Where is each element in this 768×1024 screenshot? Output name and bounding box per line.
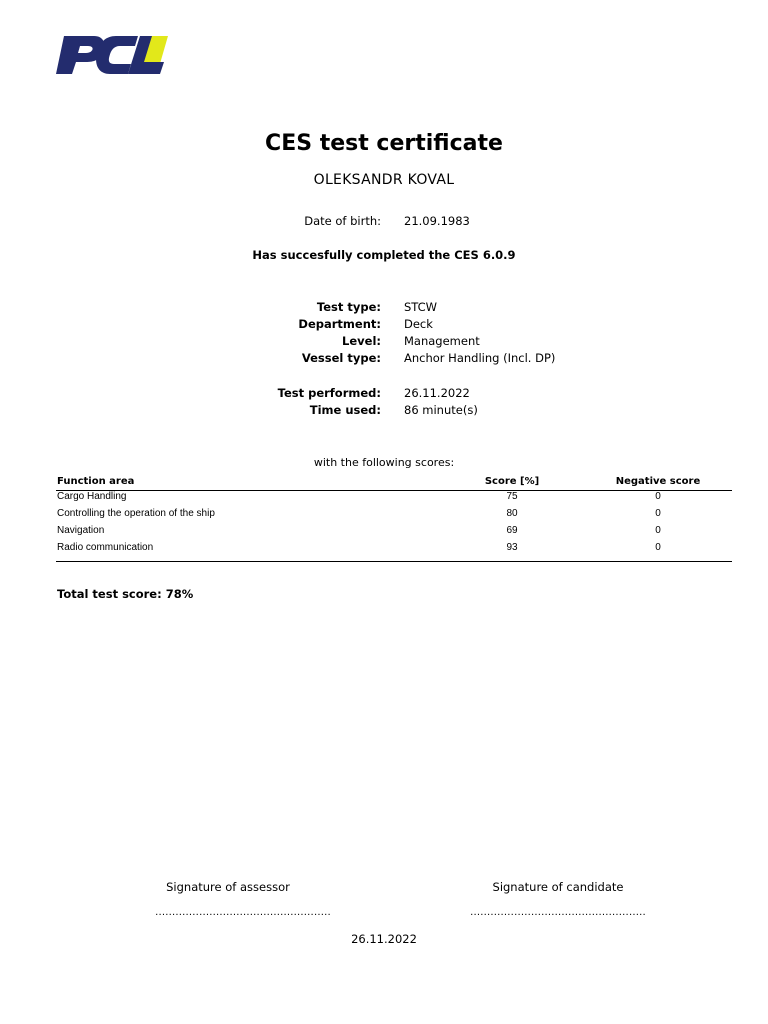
row-score: 69 xyxy=(506,525,518,536)
table-row xyxy=(56,525,732,542)
row-area: Cargo Handling xyxy=(57,491,127,502)
dob-label: Date of birth: xyxy=(304,214,381,228)
completed-statement: Has succesfully completed the CES 6.0.9 xyxy=(252,248,516,262)
row-score: 80 xyxy=(506,508,518,519)
signature-candidate-line: .................................................... xyxy=(470,907,646,918)
row-negative: 0 xyxy=(655,525,661,536)
row-negative: 0 xyxy=(655,542,661,553)
level-value: Management xyxy=(404,334,480,348)
vessel-type-value: Anchor Handling (Incl. DP) xyxy=(404,351,556,365)
test-type-value: STCW xyxy=(404,300,438,314)
dob-value: 21.09.1983 xyxy=(404,214,470,228)
signature-candidate-label: Signature of candidate xyxy=(492,880,624,894)
pcl-logo xyxy=(54,34,168,76)
row-area: Radio communication xyxy=(57,542,154,553)
test-performed-label: Test performed: xyxy=(277,386,381,400)
table-row xyxy=(56,508,732,525)
header-negative-score: Negative score xyxy=(615,476,701,487)
certificate-title: CES test certificate xyxy=(265,131,503,156)
row-score: 93 xyxy=(506,542,518,553)
row-score: 75 xyxy=(506,491,518,502)
header-score: Score [%] xyxy=(484,476,540,487)
row-negative: 0 xyxy=(655,508,661,519)
signature-date: 26.11.2022 xyxy=(351,932,417,946)
vessel-type-label: Vessel type: xyxy=(301,351,381,365)
row-negative: 0 xyxy=(655,491,661,502)
scores-table xyxy=(56,476,732,562)
total-test-score: Total test score: 78% xyxy=(57,587,194,601)
table-row xyxy=(56,491,732,508)
pcl-logo-mark xyxy=(56,36,168,74)
table-header xyxy=(56,476,732,491)
time-used-value: 86 minute(s) xyxy=(404,403,478,417)
department-label: Department: xyxy=(298,317,381,331)
test-type-label: Test type: xyxy=(316,300,381,314)
signature-assessor-line: .................................................... xyxy=(155,907,331,918)
candidate-name: OLEKSANDR KOVAL xyxy=(313,172,455,188)
row-area: Controlling the operation of the ship xyxy=(57,508,215,519)
time-used-label: Time used: xyxy=(309,403,381,417)
scores-intro: with the following scores: xyxy=(313,456,455,469)
signature-assessor-label: Signature of assessor xyxy=(166,880,290,894)
test-performed-value: 26.11.2022 xyxy=(404,386,470,400)
table-row xyxy=(56,542,732,559)
department-value: Deck xyxy=(404,317,433,331)
header-function-area: Function area xyxy=(57,476,135,487)
row-area: Navigation xyxy=(57,525,105,536)
table-body xyxy=(56,491,732,562)
level-label: Level: xyxy=(342,334,381,348)
